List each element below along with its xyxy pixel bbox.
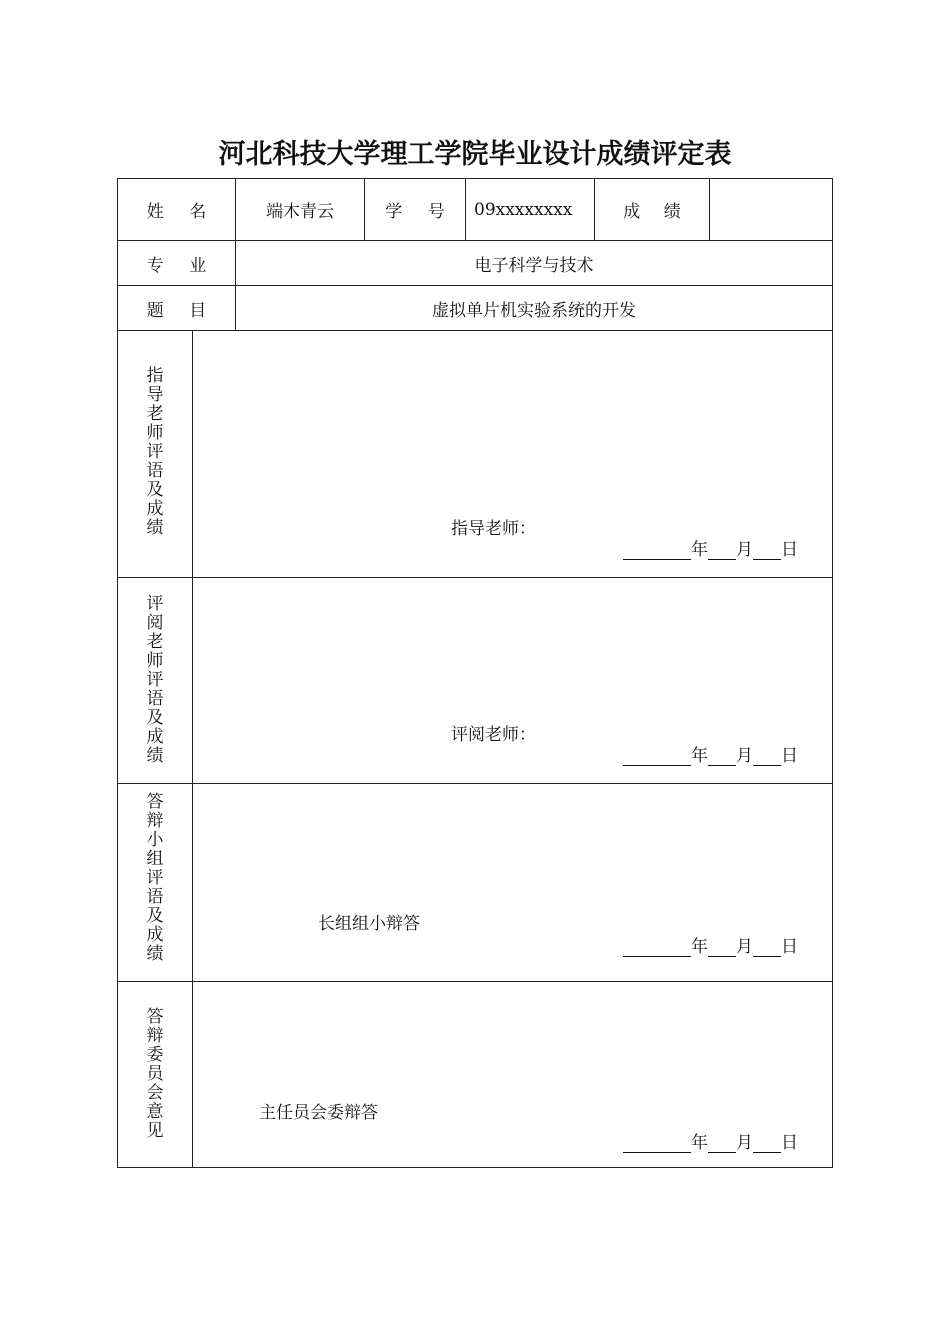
- major-value: 电子科学与技术: [474, 255, 594, 276]
- defense-panel-signature-label: 长组组小辩答: [318, 914, 420, 934]
- row-divider: [118, 981, 832, 982]
- name-label: 姓 名: [146, 202, 207, 222]
- advisor-signature-label: 指导老师：: [451, 519, 536, 539]
- year-label: 年: [691, 746, 708, 766]
- year-blank[interactable]: [623, 747, 691, 766]
- day-blank[interactable]: [753, 1134, 781, 1153]
- row-divider: [118, 330, 832, 331]
- day-label: 日: [781, 937, 798, 957]
- grade-value[interactable]: [710, 179, 832, 240]
- year-label: 年: [691, 937, 708, 957]
- major-label: 专 业: [146, 255, 207, 276]
- defense-committee-signature-label: 主任员会委辩答: [259, 1103, 378, 1123]
- day-blank[interactable]: [753, 747, 781, 766]
- defense-committee-section-label: 答辩委员会意见: [146, 1007, 164, 1141]
- grade-label: 成 绩: [623, 202, 681, 222]
- topic-value: 虚拟单片机实验系统的开发: [432, 300, 636, 321]
- month-label: 月: [736, 1133, 753, 1153]
- reviewer-date: [623, 741, 798, 766]
- year-label: 年: [691, 1133, 708, 1153]
- row-divider: [118, 577, 832, 578]
- day-label: 日: [781, 540, 798, 560]
- page-title: 河北科技大学理工学院毕业设计成绩评定表: [218, 139, 732, 170]
- reviewer-section-label: 评阅老师评语及成绩: [146, 594, 164, 766]
- advisor-section-label: 指导老师评语及成绩: [146, 366, 164, 538]
- month-label: 月: [736, 937, 753, 957]
- month-label: 月: [736, 540, 753, 560]
- month-blank[interactable]: [708, 1134, 736, 1153]
- name-value: 端木青云: [266, 202, 334, 222]
- day-blank[interactable]: [753, 541, 781, 560]
- student-id-value: 09xxxxxxxx: [474, 199, 573, 220]
- grade-form-table: [117, 178, 833, 1168]
- year-blank[interactable]: [623, 938, 691, 957]
- month-label: 月: [736, 746, 753, 766]
- col-divider: [465, 179, 466, 240]
- day-label: 日: [781, 1133, 798, 1153]
- reviewer-signature-label: 评阅老师：: [451, 725, 536, 745]
- year-label: 年: [691, 540, 708, 560]
- month-blank[interactable]: [708, 541, 736, 560]
- row-divider: [118, 783, 832, 784]
- student-id-label: 学 号: [385, 202, 445, 222]
- day-label: 日: [781, 746, 798, 766]
- defense-panel-section-label: 答辩小组评语及成绩: [146, 792, 164, 964]
- advisor-date: [623, 535, 798, 560]
- month-blank[interactable]: [708, 938, 736, 957]
- topic-label: 题 目: [146, 300, 207, 321]
- defense-committee-date: [623, 1128, 798, 1153]
- defense-panel-date: [623, 932, 798, 957]
- col-divider: [192, 330, 193, 1167]
- month-blank[interactable]: [708, 747, 736, 766]
- year-blank[interactable]: [623, 541, 691, 560]
- year-blank[interactable]: [623, 1134, 691, 1153]
- day-blank[interactable]: [753, 938, 781, 957]
